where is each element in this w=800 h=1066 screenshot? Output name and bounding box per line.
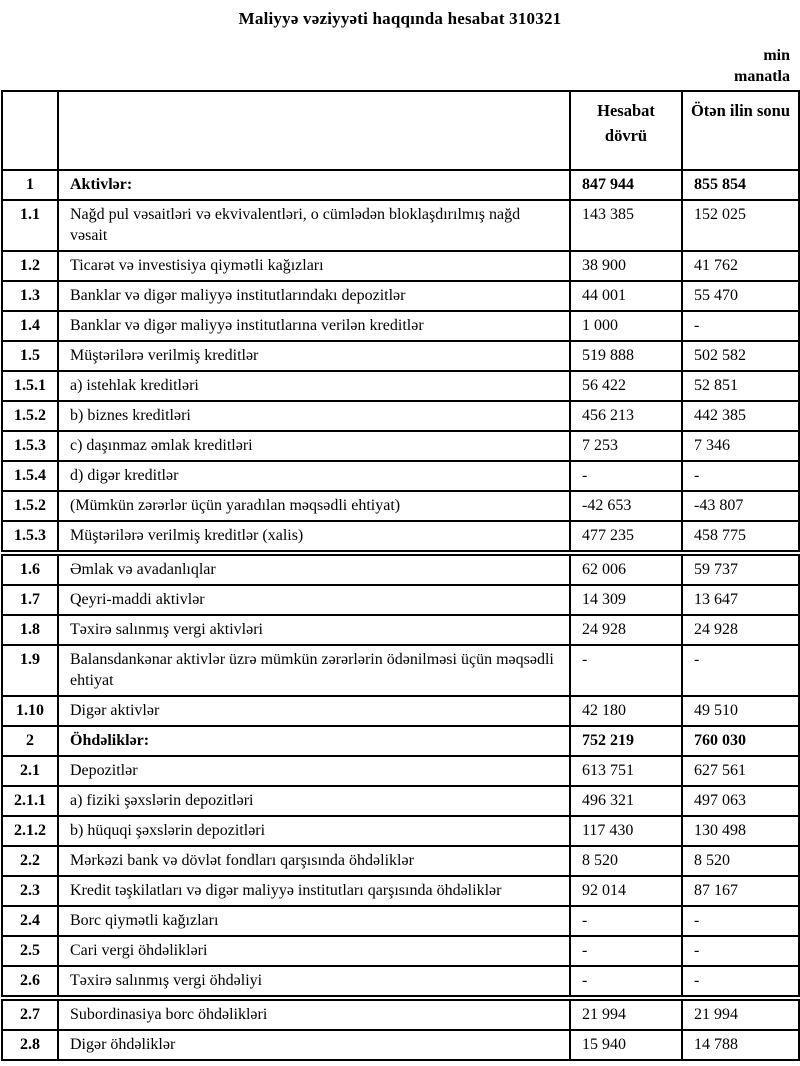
current-period-cell: 752 219 [570, 726, 682, 756]
row-number-cell: 2.4 [2, 906, 58, 936]
table-header [2, 91, 799, 170]
table-row [2, 401, 799, 431]
row-label-cell: Digər aktivlər [58, 696, 570, 726]
row-label-cell: a) istehlak kreditləri [58, 371, 570, 401]
current-period-cell: 117 430 [570, 816, 682, 846]
row-number-cell: 1.4 [2, 311, 58, 341]
current-period-cell: 613 751 [570, 756, 682, 786]
table-body [2, 170, 799, 1060]
prior-period-cell: 24 928 [682, 615, 799, 645]
table-row [2, 1030, 799, 1060]
prior-period-cell: 13 647 [682, 585, 799, 615]
table-row [2, 311, 799, 341]
current-period-cell: 62 006 [570, 553, 682, 585]
row-label-cell: Banklar və digər maliyyə institutlarına verilən kreditlər [58, 311, 570, 341]
prior-period-cell: 87 167 [682, 876, 799, 906]
row-label-cell: Banklar və digər maliyyə institutlarındakı depozitlər [58, 281, 570, 311]
row-label-cell: Aktivlər: [58, 170, 570, 200]
row-number-cell: 2.6 [2, 966, 58, 998]
row-label-cell: c) daşınmaz əmlak kreditləri [58, 431, 570, 461]
row-label-cell: Depozitlər [58, 756, 570, 786]
prior-period-cell: - [682, 461, 799, 491]
row-label-cell: Balansdankənar aktivlər üzrə mümkün zərərlərin ödənilməsi üçün məqsədli ehtiyat [58, 645, 570, 696]
header-cell-prior-period: Ötən ilin sonu [682, 91, 799, 170]
row-label-cell: Subordinasiya borc öhdəlikləri [58, 998, 570, 1030]
current-period-cell: 519 888 [570, 341, 682, 371]
row-label-cell: Mərkəzi bank və dövlət fondları qarşısında öhdəliklər [58, 846, 570, 876]
prior-period-cell: 152 025 [682, 200, 799, 251]
table-row [2, 906, 799, 936]
table-row [2, 251, 799, 281]
table-row [2, 696, 799, 726]
table-row [2, 998, 799, 1030]
table-row [2, 585, 799, 615]
table-row [2, 341, 799, 371]
current-period-cell: 42 180 [570, 696, 682, 726]
current-period-cell: 38 900 [570, 251, 682, 281]
prior-period-cell: 497 063 [682, 786, 799, 816]
current-period-cell: - [570, 966, 682, 998]
prior-period-cell: 502 582 [682, 341, 799, 371]
row-label-cell: b) biznes kreditləri [58, 401, 570, 431]
row-number-cell: 2.8 [2, 1030, 58, 1060]
row-label-cell: Cari vergi öhdəlikləri [58, 936, 570, 966]
row-number-cell: 1.9 [2, 645, 58, 696]
unit-note-line-2: manatla [734, 68, 790, 85]
row-number-cell: 1.6 [2, 553, 58, 585]
row-number-cell: 2.5 [2, 936, 58, 966]
row-label-cell: Nağd pul vəsaitləri və ekvivalentləri, o cümlədən bloklaşdırılmış nağd vəsait [58, 200, 570, 251]
table-row [2, 491, 799, 521]
row-label-cell: Müştərilərə verilmiş kreditlər (xalis) [58, 521, 570, 553]
row-label-cell: d) digər kreditlər [58, 461, 570, 491]
current-period-cell: 15 940 [570, 1030, 682, 1060]
row-label-cell: Ticarət və investisiya qiymətli kağızları [58, 251, 570, 281]
prior-period-cell: 130 498 [682, 816, 799, 846]
prior-period-cell: 49 510 [682, 696, 799, 726]
current-period-cell: 14 309 [570, 585, 682, 615]
current-period-cell: 456 213 [570, 401, 682, 431]
table-header-row [2, 91, 799, 170]
current-period-cell: 56 422 [570, 371, 682, 401]
current-period-cell: - [570, 936, 682, 966]
row-number-cell: 1.7 [2, 585, 58, 615]
row-label-cell: a) fiziki şəxslərin depozitləri [58, 786, 570, 816]
table-row [2, 936, 799, 966]
table-row [2, 371, 799, 401]
table-row [2, 553, 799, 585]
row-number-cell: 2.1.1 [2, 786, 58, 816]
prior-period-cell: - [682, 906, 799, 936]
row-number-cell: 1.5.3 [2, 521, 58, 553]
current-period-cell: - [570, 645, 682, 696]
table-row [2, 876, 799, 906]
table-row [2, 846, 799, 876]
current-period-cell: 8 520 [570, 846, 682, 876]
table-row [2, 200, 799, 251]
current-period-cell: 847 944 [570, 170, 682, 200]
row-label-cell: b) hüquqi şəxslərin depozitləri [58, 816, 570, 846]
table-row [2, 756, 799, 786]
row-number-cell: 1.5.2 [2, 401, 58, 431]
prior-period-cell: 55 470 [682, 281, 799, 311]
unit-note-line-1: min [763, 47, 790, 64]
row-label-cell: Öhdəliklər: [58, 726, 570, 756]
prior-period-cell: 8 520 [682, 846, 799, 876]
table-row [2, 431, 799, 461]
prior-period-cell: 7 346 [682, 431, 799, 461]
prior-period-cell: 59 737 [682, 553, 799, 585]
prior-period-cell: 442 385 [682, 401, 799, 431]
prior-period-cell: 52 851 [682, 371, 799, 401]
row-number-cell: 1.5.3 [2, 431, 58, 461]
page-title: Maliyyə vəziyyəti haqqında hesabat 310321 [238, 9, 562, 28]
current-period-cell: - [570, 906, 682, 936]
row-label-cell: Əmlak və avadanlıqlar [58, 553, 570, 585]
current-period-cell: 496 321 [570, 786, 682, 816]
header-cell-current-period: Hesabat dövrü [570, 91, 682, 170]
row-label-cell: Qeyri-maddi aktivlər [58, 585, 570, 615]
current-period-cell: 7 253 [570, 431, 682, 461]
row-number-cell: 2.7 [2, 998, 58, 1030]
header-cell-number [2, 91, 58, 170]
row-number-cell: 1.5 [2, 341, 58, 371]
row-label-cell: Təxirə salınmış vergi öhdəliyi [58, 966, 570, 998]
table-row [2, 521, 799, 553]
row-label-cell: Digər öhdəliklər [58, 1030, 570, 1060]
row-number-cell: 1.5.4 [2, 461, 58, 491]
row-label-cell: (Mümkün zərərlər üçün yaradılan məqsədli ehtiyat) [58, 491, 570, 521]
table-row [2, 645, 799, 696]
row-number-cell: 2.1 [2, 756, 58, 786]
prior-period-cell: 14 788 [682, 1030, 799, 1060]
current-period-cell: 477 235 [570, 521, 682, 553]
prior-period-cell: 855 854 [682, 170, 799, 200]
financial-position-table [1, 90, 800, 1061]
prior-period-cell: - [682, 311, 799, 341]
row-label-cell: Borc qiymətli kağızları [58, 906, 570, 936]
prior-period-cell: 458 775 [682, 521, 799, 553]
current-period-cell: 92 014 [570, 876, 682, 906]
table-row [2, 615, 799, 645]
row-label-cell: Kredit təşkilatları və digər maliyyə institutları qarşısında öhdəliklər [58, 876, 570, 906]
row-number-cell: 1 [2, 170, 58, 200]
row-number-cell: 1.10 [2, 696, 58, 726]
prior-period-cell: - [682, 645, 799, 696]
prior-period-cell: 21 994 [682, 998, 799, 1030]
table-row [2, 461, 799, 491]
prior-period-cell: -43 807 [682, 491, 799, 521]
prior-period-cell: - [682, 936, 799, 966]
row-number-cell: 1.5.2 [2, 491, 58, 521]
current-period-cell: 44 001 [570, 281, 682, 311]
table-row [2, 786, 799, 816]
row-number-cell: 1.1 [2, 200, 58, 251]
row-number-cell: 1.8 [2, 615, 58, 645]
row-number-cell: 2.1.2 [2, 816, 58, 846]
current-period-cell: 143 385 [570, 200, 682, 251]
table-row [2, 170, 799, 200]
table-row [2, 966, 799, 998]
row-label-cell: Müştərilərə verilmiş kreditlər [58, 341, 570, 371]
row-number-cell: 1.3 [2, 281, 58, 311]
current-period-cell: 24 928 [570, 615, 682, 645]
current-period-cell: 21 994 [570, 998, 682, 1030]
row-label-cell: Təxirə salınmış vergi aktivləri [58, 615, 570, 645]
current-period-cell: 1 000 [570, 311, 682, 341]
row-number-cell: 2.3 [2, 876, 58, 906]
header-cell-label [58, 91, 570, 170]
table-row [2, 726, 799, 756]
row-number-cell: 1.2 [2, 251, 58, 281]
current-period-cell: - [570, 461, 682, 491]
table-row [2, 816, 799, 846]
row-number-cell: 1.5.1 [2, 371, 58, 401]
table-row [2, 281, 799, 311]
prior-period-cell: 760 030 [682, 726, 799, 756]
prior-period-cell: - [682, 966, 799, 998]
unit-note [0, 45, 790, 87]
current-period-cell: -42 653 [570, 491, 682, 521]
prior-period-cell: 41 762 [682, 251, 799, 281]
row-number-cell: 2.2 [2, 846, 58, 876]
row-number-cell: 2 [2, 726, 58, 756]
prior-period-cell: 627 561 [682, 756, 799, 786]
